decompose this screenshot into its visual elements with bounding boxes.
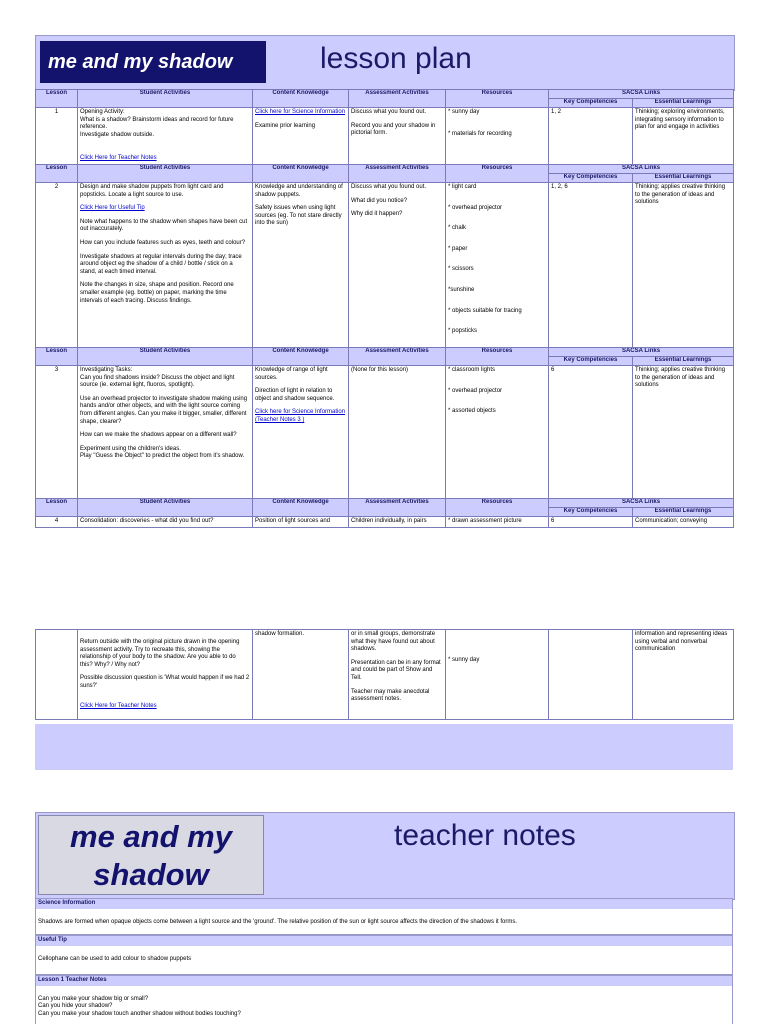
- col-essential-learnings: Essential Learnings: [633, 99, 734, 108]
- useful-tip-link[interactable]: Click Here for Useful Tip: [80, 205, 145, 212]
- assessment-text: Discuss what you found out.: [351, 184, 427, 190]
- lesson-row-4-continued: [36, 630, 734, 720]
- col-essential-learnings: Essential Learnings: [633, 508, 734, 517]
- content-knowledge: [253, 183, 349, 348]
- content-text: Knowledge and understanding of shadow puppets.: [255, 184, 343, 198]
- lesson-row-3: [36, 366, 734, 499]
- assessment-text: Record you and your shadow in pictorial form.: [351, 122, 436, 137]
- key-competencies: 6: [549, 366, 633, 499]
- science-info-link[interactable]: Click here for Science Information: [255, 109, 346, 115]
- lesson-row-4: [36, 517, 734, 528]
- content-knowledge: Position of light sources and: [253, 517, 349, 528]
- activity-text: Investigate shadows at regular intervals during the day; trace around object eg the shadow of a child / bottle / stick on a stand, at each timed interval.: [80, 253, 242, 275]
- lesson-plan-continued: [35, 629, 733, 720]
- essential-learnings: Thinking; exploring environments, integrating sensory information to plan for and engage in activities: [633, 108, 734, 165]
- col-resources: Resources: [446, 165, 549, 183]
- resources: [446, 108, 549, 165]
- lesson-4-continued-table: [35, 629, 734, 720]
- assessment-text: Presentation can be in any format and could be part of Show and Tell.: [351, 659, 441, 681]
- col-resources: Resources: [446, 499, 549, 517]
- activity-text: Opening Activity: What is a shadow? Brainstorm ideas and record for future reference. Investigate shadow outside.: [80, 109, 234, 138]
- section-heading: Science Information: [36, 899, 732, 909]
- col-essential-learnings: Essential Learnings: [633, 357, 734, 366]
- col-lesson: Lesson: [36, 90, 78, 108]
- key-competencies: 1, 2: [549, 108, 633, 165]
- col-content-knowledge: Content Knowledge: [253, 348, 349, 366]
- resource-item: * sunny day: [448, 109, 480, 115]
- student-activities: [78, 366, 253, 499]
- col-content-knowledge: Content Knowledge: [253, 165, 349, 183]
- resource-item: * popsticks: [448, 328, 478, 335]
- col-sacsa: SACSA Links: [549, 165, 734, 174]
- content-text: Examine prior learning: [255, 122, 316, 129]
- resources: [446, 630, 549, 720]
- student-activities: [78, 108, 253, 165]
- assessment-activities: Children individually, in pairs: [349, 517, 446, 528]
- assessment-activities: (None for this lesson): [349, 366, 446, 499]
- lesson-row-1: [36, 108, 734, 165]
- resource-item: * scissors: [448, 266, 474, 273]
- resource-item: * sunny day: [448, 657, 480, 663]
- section-heading: Useful Tip: [36, 936, 732, 946]
- activity-text: Note what happens to the shadow when shapes have been cut out inaccurately.: [80, 218, 248, 233]
- col-key-competencies: Key Competencies: [549, 508, 633, 517]
- title-box: me and my shadow: [40, 41, 266, 83]
- assessment-text: Discuss what you found out.: [351, 109, 427, 115]
- col-resources: Resources: [446, 90, 549, 108]
- activity-text: Experiment using the children's ideas. Play "Guess the Object" to predict the object from it's shadow.: [80, 445, 245, 460]
- lesson-number: 3: [36, 366, 78, 499]
- science-info-link[interactable]: Click here for Science Information (Teacher Notes 3 ): [255, 409, 346, 423]
- content-knowledge: shadow formation.: [253, 630, 349, 720]
- student-activities: [78, 183, 253, 348]
- content-text: Safety issues when using light sources (eg. To not stare directly into the sun): [255, 205, 342, 227]
- col-resources: Resources: [446, 348, 549, 366]
- col-lesson: Lesson: [36, 165, 78, 183]
- resource-item: * paper: [448, 245, 468, 252]
- column-header-row: [36, 90, 734, 99]
- assessment-activities: [349, 108, 446, 165]
- content-text: Direction of light in relation to object and shadow sequence.: [255, 388, 335, 402]
- activity-text: Return outside with the original picture drawn in the opening assessment activity. Try to recreate this, showing the relationship of your body to the shadow. Are you able to do this? Why? / Why not?: [80, 639, 240, 668]
- section-heading: Lesson 1 Teacher Notes: [36, 976, 732, 986]
- resources: [446, 183, 549, 348]
- col-content-knowledge: Content Knowledge: [253, 90, 349, 108]
- activity-text: Possible discussion question is 'What would happen if we had 2 suns?': [80, 675, 250, 689]
- resource-item: * light card: [448, 184, 477, 190]
- lesson-number: 1: [36, 108, 78, 165]
- col-content-knowledge: Content Knowledge: [253, 499, 349, 517]
- content-knowledge: [253, 108, 349, 165]
- footer-band: [35, 724, 733, 770]
- resource-item: * assorted objects: [448, 408, 496, 415]
- column-header-row: [36, 348, 734, 357]
- col-student-activities: Student Activities: [78, 90, 253, 108]
- lesson-plan-header: [35, 35, 735, 91]
- activity-text: Investigating Tasks: Can you find shadows inside? Discuss the object and light source (ie. external light, fluoros, spotlight).: [80, 367, 235, 389]
- assessment-activities: [349, 183, 446, 348]
- col-student-activities: Student Activities: [78, 348, 253, 366]
- assessment-activities: [349, 630, 446, 720]
- student-activities: [78, 630, 253, 720]
- activity-text: Note the changes in size, shape and position. Record one smaller example (eg. bottle) on paper, marking the time intervals of each tracing. Discuss findings.: [80, 282, 234, 304]
- col-lesson: Lesson: [36, 348, 78, 366]
- activity-text: Use an overhead projector to investigate shadow making using hands and/or other objects, and with the light source coming from different angles. Can you make it bigger, smaller, different shape, clearer?: [80, 395, 248, 425]
- key-competencies: 1, 2, 6: [549, 183, 633, 348]
- essential-learnings: Thinking; applies creative thinking to the generation of ideas and solutions: [633, 183, 734, 348]
- col-assessment: Assessment Activities: [349, 90, 446, 108]
- title-box: me and my shadow: [38, 815, 264, 895]
- activity-text: Design and make shadow puppets from light card and popsticks. Locate a light source to use.: [80, 184, 224, 198]
- col-key-competencies: Key Competencies: [549, 174, 633, 183]
- col-student-activities: Student Activities: [78, 499, 253, 517]
- lesson-plan-table-wrapper: [35, 89, 733, 528]
- essential-learnings: Thinking; applies creative thinking to the generation of ideas and solutions: [633, 366, 734, 499]
- teacher-notes-header: [35, 812, 735, 900]
- lesson-1-notes-section: [35, 975, 733, 1024]
- resource-item: *sunshine: [448, 286, 475, 293]
- teacher-notes-heading: teacher notes: [394, 819, 576, 852]
- col-lesson: Lesson: [36, 499, 78, 517]
- col-sacsa: SACSA Links: [549, 348, 734, 357]
- resource-item: * materials for recording: [448, 130, 512, 137]
- col-sacsa: SACSA Links: [549, 499, 734, 508]
- col-assessment: Assessment Activities: [349, 348, 446, 366]
- resource-item: * overhead projector: [448, 204, 503, 211]
- col-essential-learnings: Essential Learnings: [633, 174, 734, 183]
- activity-text: How can we make the shadows appear on a different wall?: [80, 432, 237, 439]
- resources: [446, 366, 549, 499]
- column-header-row: [36, 165, 734, 174]
- assessment-text: Teacher may make anecdotal assessment notes.: [351, 688, 430, 703]
- resource-item: * classroom lights: [448, 367, 496, 373]
- col-student-activities: Student Activities: [78, 165, 253, 183]
- lesson-plan-heading: lesson plan: [320, 42, 472, 75]
- lesson-number: 2: [36, 183, 78, 348]
- resources: * drawn assessment picture: [446, 517, 549, 528]
- column-header-row: [36, 499, 734, 508]
- resource-item: * objects suitable for tracing: [448, 307, 522, 314]
- section-body: Cellophane can be used to add colour to shadow puppets: [38, 955, 192, 962]
- resource-item: * overhead projector: [448, 387, 503, 394]
- col-sacsa: SACSA Links: [549, 90, 734, 99]
- useful-tip-section: [35, 935, 733, 975]
- teacher-notes-link[interactable]: Click Here for Teacher Notes: [80, 702, 157, 709]
- student-activities: Consolidation: discoveries - what did you find out?: [78, 517, 253, 528]
- assessment-text: or in small groups, demonstrate what they have found out about shadows.: [351, 631, 436, 653]
- section-body: Shadows are formed when opaque objects come between a light source and the 'ground'. The relative position of the sun or light source affects the direction of the shadows it forms.: [38, 918, 518, 925]
- teacher-notes-link[interactable]: Click Here for Teacher Notes: [80, 155, 157, 162]
- col-assessment: Assessment Activities: [349, 499, 446, 517]
- col-assessment: Assessment Activities: [349, 165, 446, 183]
- essential-learnings: Communication; conveying: [633, 517, 734, 528]
- resource-item: * chalk: [448, 225, 467, 232]
- assessment-text: Why did it happen?: [351, 211, 403, 218]
- col-key-competencies: Key Competencies: [549, 357, 633, 366]
- col-key-competencies: Key Competencies: [549, 99, 633, 108]
- key-competencies: 6: [549, 517, 633, 528]
- assessment-text: What did you notice?: [351, 197, 408, 204]
- activity-text: How can you include features such as eyes, teeth and colour?: [80, 239, 246, 246]
- content-knowledge: [253, 366, 349, 499]
- lesson-plan-table: [35, 89, 734, 528]
- lesson-number: 4: [36, 517, 78, 528]
- section-body: Can you make your shadow big or small? Can you hide your shadow? Can you make your shadow touch another shadow without bodies touching?: [38, 995, 241, 1017]
- essential-learnings: information and representing ideas using verbal and nonverbal communication: [633, 630, 734, 720]
- science-information-section: [35, 898, 733, 935]
- content-text: Knowledge of range of light sources.: [255, 367, 328, 381]
- lesson-row-2: [36, 183, 734, 348]
